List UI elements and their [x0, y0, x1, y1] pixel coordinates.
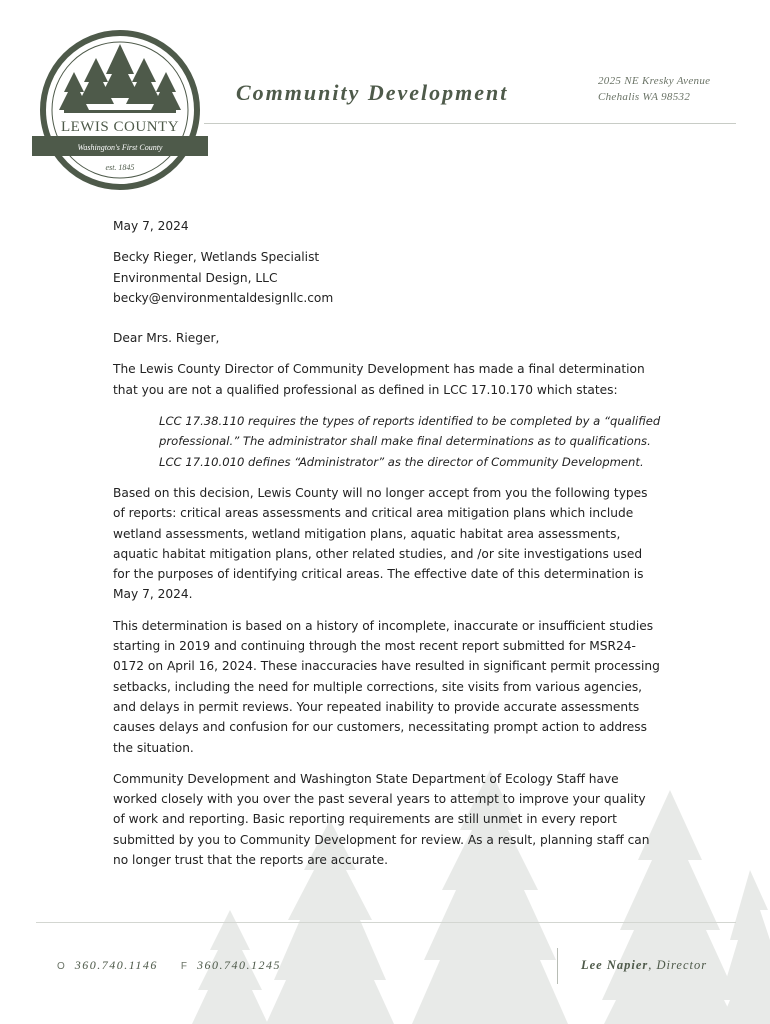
footer-vertical-divider	[557, 948, 558, 984]
office-phone-label: O	[57, 961, 67, 972]
director-title: , Director	[648, 958, 708, 972]
letter-date: May 7, 2024	[113, 219, 189, 233]
seal-county-name: LEWIS COUNTY	[60, 119, 180, 135]
recipient-name: Becky Rieger, Wetlands Specialist	[113, 250, 320, 265]
paragraph-1: The Lewis County Director of Community Development has made a final determination that you are not a qualified professional as defined in LCC 17.10.170 which states:	[113, 362, 645, 397]
recipient-company: Environmental Design, LLC	[113, 270, 278, 285]
footer-divider	[36, 922, 736, 923]
footer-contact	[57, 958, 281, 973]
fax-number: 360.740.1245	[197, 958, 281, 972]
recipient-block	[113, 247, 661, 308]
salutation: Dear Mrs. Rieger,	[113, 331, 220, 346]
address-city: Chehalis WA 98532	[598, 91, 691, 103]
address-street: 2025 NE Kresky Avenue	[598, 75, 711, 87]
paragraph-4: Community Development and Washington State Department of Ecology Staff have worked closely with you over the past several years to attempt to improve your quality of work and reporting. Basic reporting requirements are still unmet in every report submitted by you to Community Development for review. As a result, planning staff can no longer trust that the reports are accurate.	[113, 771, 650, 868]
code-quote: LCC 17.38.110 requires the types of reports identified to be completed by a “qualified professional.” The administrator shall make final determinations as to qualifications. LCC 17.10.010 defines “Administrator” as the director of Community Development.	[159, 414, 661, 469]
seal-tagline: Washington's First County	[77, 143, 163, 152]
department-address	[598, 73, 710, 105]
department-title: Community Development	[236, 80, 509, 105]
office-phone: 360.740.1146	[74, 958, 158, 972]
fax-label: F	[180, 961, 189, 972]
footer-director	[581, 958, 707, 973]
director-name: Lee Napier	[581, 958, 649, 972]
paragraph-2: Based on this decision, Lewis County will no longer accept from you the following types of reports: critical areas assessments and critical area mitigation plans which include wetland assessments, wetland mitigation plans, aquatic habitat area assessments, aquatic habitat mitigation plans, other related studies, and /or site investigations used for the purposes of identifying critical areas. The effective date of this determination is May 7, 2024.	[113, 485, 648, 602]
recipient-email: becky@environmentaldesignllc.com	[113, 290, 334, 305]
lewis-county-seal-logo	[30, 30, 210, 192]
header-divider	[204, 123, 736, 124]
seal-established: est. 1845	[105, 163, 135, 172]
letter-body	[113, 216, 661, 881]
paragraph-3: This determination is based on a history of incomplete, inaccurate or insufficient studies starting in 2019 and continuing through the most recent report submitted for MSR24-0172 on April 16, 2024. These inaccuracies have resulted in significant permit processing setbacks, including the need for multiple corrections, site visits from various agencies, and delays in permit reviews. Your repeated inability to provide accurate assessments causes delays and confusion for our customers, necessitating prompt action to address the situation.	[113, 618, 660, 755]
